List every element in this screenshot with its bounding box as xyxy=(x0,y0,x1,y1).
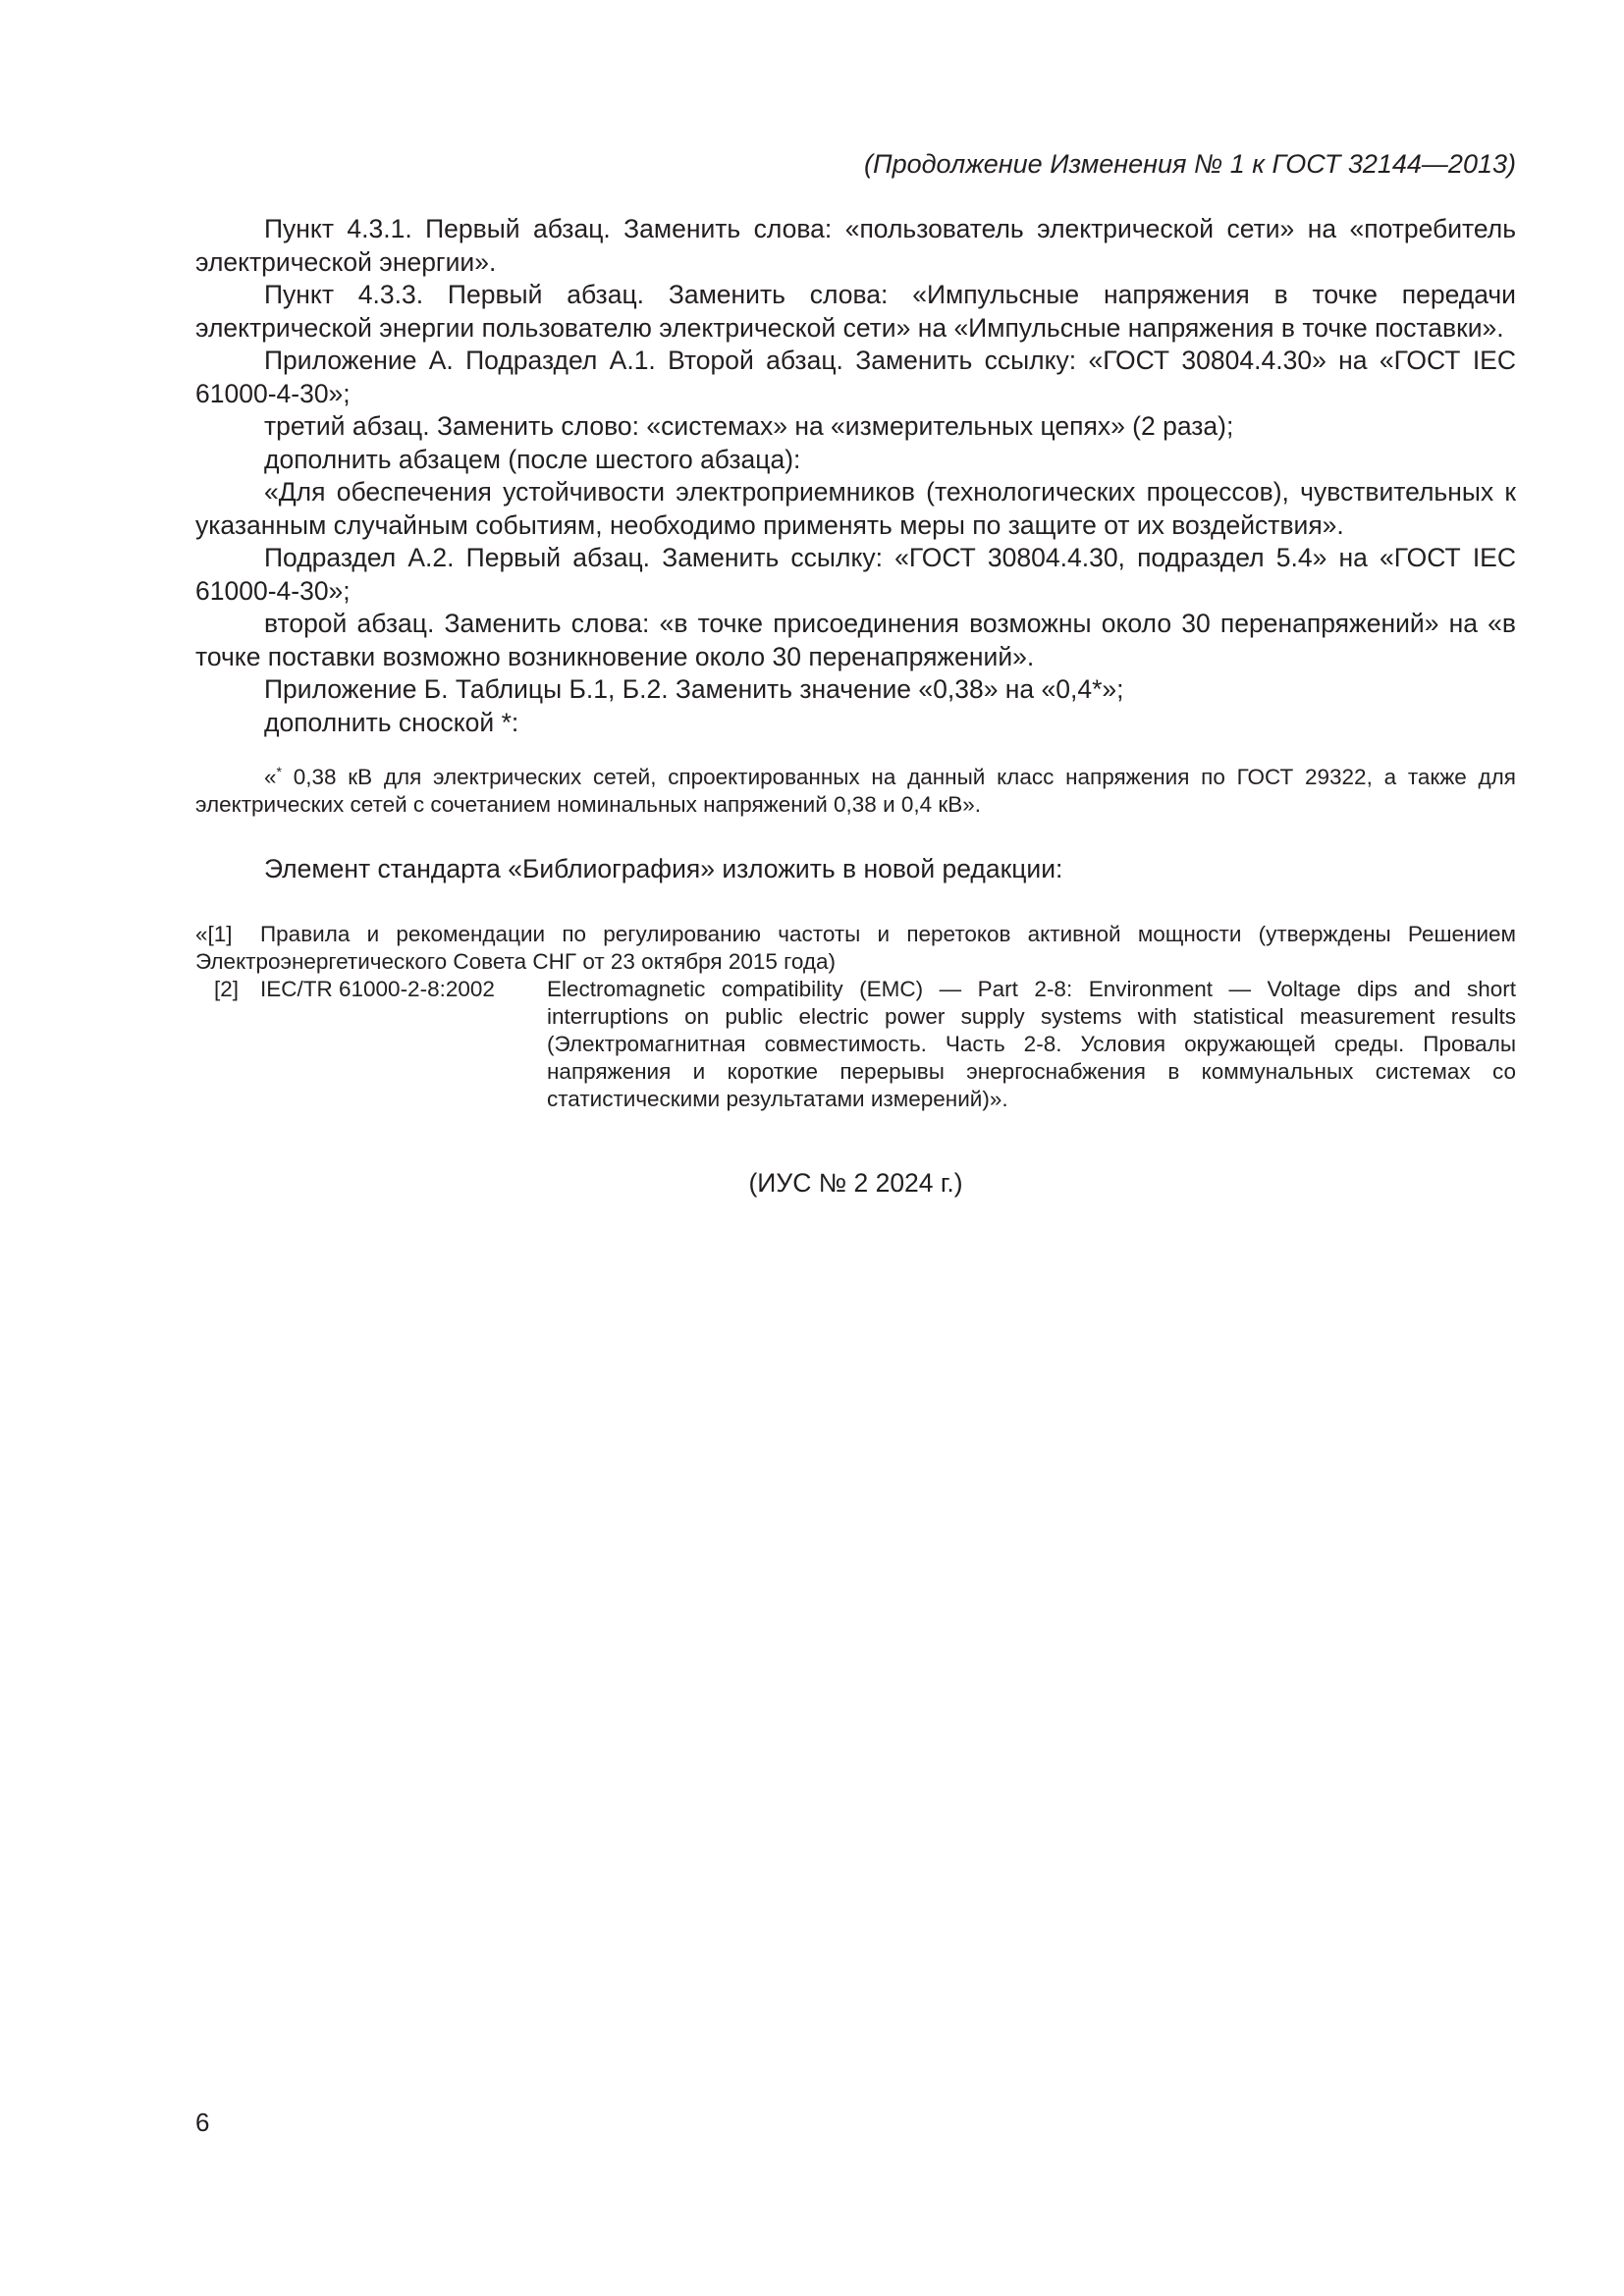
footnote-marker: * xyxy=(276,764,282,779)
paragraph-annex-a-a2: Подраздел А.2. Первый абзац. Заменить ссылку: «ГОСТ 30804.4.30, подраздел 5.4» на «ГОСТ IEC 61000-4-30»; xyxy=(195,543,1516,606)
footnote-body: 0,38 кВ для электрических сетей, спроектированных на данный класс напряжения по ГОСТ 29322, а также для электрических сетей с сочетанием номинальных напряжений 0,38 и 0,4 кВ». xyxy=(195,765,1516,817)
bibliography-entry-2 xyxy=(195,976,1516,1113)
page-number: 6 xyxy=(195,2108,210,2137)
bibliography-entry-1-number: «[1] xyxy=(195,922,233,946)
bibliography-entry-2-code: IEC/TR 61000-2-8:2002 xyxy=(260,977,495,1001)
paragraph-annex-b: Приложение Б. Таблицы Б.1, Б.2. Заменить значение «0,38» на «0,4*»; xyxy=(264,674,1124,704)
paragraph-item-4-3-3: Пункт 4.3.3. Первый абзац. Заменить слова: «Импульсные напряжения в точке передачи электрической энергии пользователю электрической сети» на «Импульсные напряжения в точке поставки». xyxy=(195,280,1516,343)
amendment-body xyxy=(195,213,1516,739)
paragraph-add-footnote: дополнить сноской *: xyxy=(264,707,519,737)
paragraph-second-abzac: второй абзац. Заменить слова: «в точке присоединения возможны около 30 перенапряжений» на «в точке поставки возможно возникновение около 30 перенапряжений». xyxy=(195,609,1516,671)
paragraph-add-abzac: дополнить абзацем (после шестого абзаца): xyxy=(264,444,801,474)
ius-reference: (ИУС № 2 2024 г.) xyxy=(748,1168,963,1198)
paragraph-item-4-3-1: Пункт 4.3.1. Первый абзац. Заменить слова: «пользователь электрической сети» на «потребитель электрической энергии». xyxy=(195,214,1516,277)
footnote-open-quote: « xyxy=(264,765,277,789)
bibliography-entry-2-text: Electromagnetic compatibility (EMC) — Part 2-8: Environment — Voltage dips and short interruptions on public electric power supply systems with statistical measurement results (Электромагнитная совместимость. Часть 2-8. Условия окружающей среды. Провалы напряжения и короткие перерывы энергоснабжения в коммунальных системах со статистическими результатами измерений)». xyxy=(547,977,1516,1111)
footnote-text xyxy=(195,764,1516,819)
bibliography-entry-2-number: [2] xyxy=(213,977,239,1001)
paragraph-inserted-text: «Для обеспечения устойчивости электроприемников (технологических процессов), чувствительных к указанным случайным событиям, необходимо применять меры по защите от их воздействия». xyxy=(195,477,1516,540)
bibliography-list xyxy=(195,921,1516,1113)
footnote-block xyxy=(195,764,1516,819)
paragraph-annex-a-a1: Приложение А. Подраздел А.1. Второй абзац. Заменить ссылку: «ГОСТ 30804.4.30» на «ГОСТ IEC 61000-4-30»; xyxy=(195,346,1516,408)
bibliography-intro xyxy=(195,852,1516,885)
bibliography-intro-text: Элемент стандарта «Библиография» изложить в новой редакции: xyxy=(264,854,1063,883)
paragraph-third-abzac: третий абзац. Заменить слово: «системах» на «измерительных цепях» (2 раза); xyxy=(264,411,1234,441)
bibliography-entry-1-text: Правила и рекомендации по регулированию частоты и перетоков активной мощности (утверждены Решением Электроэнергетического Совета СНГ от 23 октября 2015 года) xyxy=(195,922,1516,974)
running-header: (Продолжение Изменения № 1 к ГОСТ 32144—2013) xyxy=(864,149,1516,179)
bibliography-entry-1 xyxy=(195,921,1516,976)
